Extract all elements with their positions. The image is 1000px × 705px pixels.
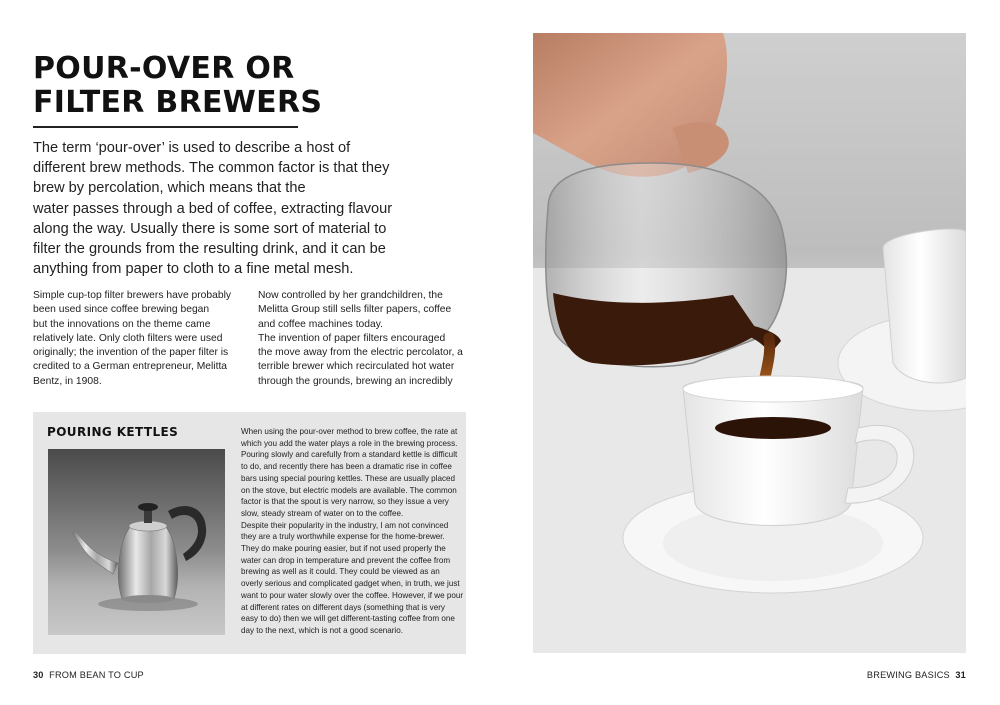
lead-line: filter the grounds from the resulting drink, and it can be	[33, 241, 386, 258]
sidebar-line: on the stove, but electric models are available. The common	[241, 485, 457, 495]
sidebar-line: bars using special pouring kettles. These are usually placed	[241, 473, 456, 483]
lead-line: The term ‘pour-over’ is used to describe a host of	[33, 140, 351, 156]
body-line: Bentz, in 1908.	[33, 375, 102, 387]
sidebar-line: at different rates on different days (something that is very	[241, 602, 445, 612]
body-line: relatively late. Only cloth filters were used	[33, 332, 223, 344]
body-line: but the innovations on the theme came	[33, 318, 211, 330]
sidebar-line: brewing as well as it could. They could be viewed as an	[241, 567, 440, 577]
kettle-photo	[48, 449, 225, 635]
lead-line: along the way. Usually there is some sort of material to	[33, 220, 387, 237]
sidebar-line: water can drop in temperature and prevent the coffee from	[241, 555, 451, 565]
sidebar-line: day to the next, which is not a good scenario.	[241, 625, 403, 635]
sidebar-line: They do make pouring easier, but if not used properly the	[241, 544, 446, 554]
sidebar-line: Pouring slowly and carefully from a standard kettle is difficult	[241, 450, 458, 460]
lead-line: water passes through a bed of coffee, extracting flavour	[33, 200, 393, 217]
body-line: originally; the invention of the paper filter is	[33, 347, 229, 359]
body-line: Now controlled by her grandchildren, the	[258, 290, 443, 301]
body-line: through the grounds, brewing an incredibly	[258, 375, 453, 387]
title-line: POUR-OVER OR	[33, 51, 295, 86]
page-title	[33, 52, 333, 120]
lead-paragraph	[33, 138, 393, 279]
body-column-1	[33, 289, 243, 389]
sidebar-line: easy to do) then we will get different-tasting coffee from one	[241, 614, 455, 624]
sidebar-line: slow, steady stream of water on to the coffee.	[241, 508, 404, 518]
lead-line: brew by percolation, which means that the	[33, 180, 306, 197]
body-line: Melitta Group still sells filter papers, coffee	[258, 304, 452, 316]
sidebar-title: POURING KETTLES	[47, 425, 179, 439]
sidebar-text	[241, 426, 463, 637]
body-line: the move away from the electric percolator, a	[258, 347, 463, 359]
body-line: Simple cup-top filter brewers have probably	[33, 290, 232, 301]
footer-left-label: FROM BEAN TO CUP	[49, 670, 144, 680]
pouring-kettles-sidebar	[33, 412, 466, 654]
pour-over-hero-photo	[533, 33, 966, 653]
body-line: and coffee machines today.	[258, 318, 383, 330]
title-rule	[33, 126, 298, 128]
body-line: been used since coffee brewing began	[33, 304, 210, 316]
footer-right-label: BREWING BASICS	[866, 670, 950, 680]
body-line: credited to a German entrepreneur, Melitta	[33, 361, 228, 373]
body-line: The invention of paper filters encouraged	[258, 332, 446, 344]
sidebar-line: they are a truly worthwhile expense for the home-brewer.	[241, 532, 445, 542]
sidebar-line: When using the pour-over method to brew coffee, the rate at	[241, 427, 458, 436]
lead-line: different brew methods. The common factor is that they	[33, 160, 390, 177]
sidebar-line: which you add the water plays a role in the brewing process.	[241, 438, 458, 448]
body-column-2	[258, 289, 473, 389]
body-line: terrible brewer which recirculated hot water	[258, 361, 455, 373]
sidebar-line: overly serious and complicated gadget when, in truth, we just	[241, 579, 460, 589]
sidebar-line: to do, and recently there has been a dramatic rise in coffee	[241, 462, 452, 472]
sidebar-line: factor is that the spout is very narrow, so they issue a very	[241, 497, 449, 507]
sidebar-line: Despite their popularity in the industry, I am not convinced	[241, 520, 449, 530]
footer-left	[33, 670, 144, 680]
title-line: FILTER BREWERS	[33, 85, 323, 120]
sidebar-line: want to pour water slowly over the coffee. However, if we pour	[241, 590, 464, 600]
lead-line: anything from paper to cloth to a fine metal mesh.	[33, 261, 354, 278]
footer-right	[867, 670, 966, 680]
page-number-left: 30	[33, 670, 44, 680]
page-number-right: 31	[955, 670, 966, 680]
